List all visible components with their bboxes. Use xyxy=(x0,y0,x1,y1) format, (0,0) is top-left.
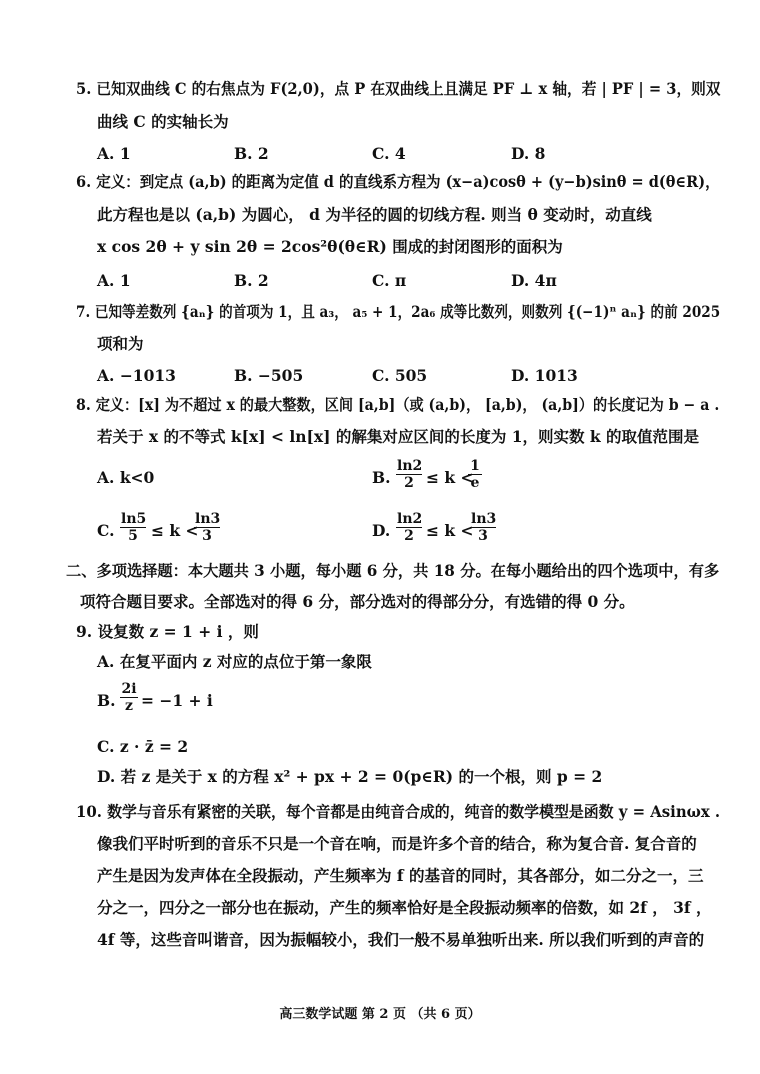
q9-option-b-rest: = −1 + i xyxy=(141,691,213,710)
q8-line1: 8. 定义：[x] 为不超过 x 的最大整数，区间 [a,b]（或 (a,b)， [a,b)， (a,b]）的长度记为 b − a . xyxy=(76,395,720,414)
fraction-numerator: 1 xyxy=(468,458,482,475)
fraction-denominator: z xyxy=(125,698,133,714)
q10-line4: 分之一，四分之一部分也在振动，产生的频率恰好是全段振动频率的倍数，如 2f ， 3f ， xyxy=(97,898,712,917)
fraction-denominator: 3 xyxy=(202,528,212,544)
fraction-numerator: ln2 xyxy=(397,458,423,474)
section2-instruction-line2: 项符合题目要求。全部选对的得 6 分，部分选对的得部分分，有选错的得 0 分。 xyxy=(80,592,635,611)
page-footer: 高三数学试题 第 2 页 （共 6 页） xyxy=(279,1007,481,1022)
q5-line1: 5. 已知双曲线 C 的右焦点为 F(2,0)，点 P 在双曲线上且满足 PF ⊥ x 轴，若 | PF | = 3，则双 xyxy=(76,79,721,98)
q10-line3: 产生是因为发声体在全段振动，产生频率为 f 的基音的同时，其各部分，如二分之一，三 xyxy=(97,866,704,885)
fraction-denominator: 3 xyxy=(478,528,488,544)
fraction-denominator: 2 xyxy=(404,528,414,544)
q6-line2: 此方程也是以 (a,b) 为圆心， d 为半径的圆的切线方程. 则当 θ 变动时，动直线 xyxy=(97,205,652,224)
q7-option-b: B. −505 xyxy=(234,366,304,385)
q9-option-c: C. z · z̄ = 2 xyxy=(97,737,189,756)
q5-option-a: A. 1 xyxy=(97,144,131,163)
fraction-numerator: ln3 xyxy=(471,511,497,527)
q10-line2: 像我们平时听到的音乐不只是一个音在响，而是许多个音的结合，称为复合音. 复合音的 xyxy=(97,834,697,853)
fraction-numerator: ln3 xyxy=(195,511,221,527)
q7-option-a: A. −1013 xyxy=(97,366,176,385)
q9-line1: 9. 设复数 z = 1 + i ，则 xyxy=(76,622,259,641)
q8-option-b-inequality: ≤ k < xyxy=(426,468,474,487)
q8-option-d-inequality: ≤ k < xyxy=(426,521,474,540)
q8-option-b-fraction1 xyxy=(396,458,422,491)
q5-option-c: C. 4 xyxy=(372,144,406,163)
q8-line2: 若关于 x 的不等式 k[x] < ln[x] 的解集对应区间的长度为 1，则实数 k 的取值范围是 xyxy=(97,427,700,446)
q8-option-d-fraction1 xyxy=(396,511,422,544)
q6-option-c: C. π xyxy=(372,271,407,290)
q5-line2: 曲线 C 的实轴长为 xyxy=(97,112,229,131)
q10-line1: 10. 数学与音乐有紧密的关联，每个音都是由纯音合成的，纯音的数学模型是函数 y = Asinωx . xyxy=(76,802,721,821)
q8-option-c-fraction1 xyxy=(120,511,146,544)
q6-option-b: B. 2 xyxy=(234,271,269,290)
q8-option-b-label: B. xyxy=(372,468,391,487)
q8-option-c-fraction2 xyxy=(194,511,220,544)
q7-line1: 7. 已知等差数列 {aₙ} 的首项为 1，且 a₃， a₅ + 1，2a₆ 成等比数列，则数列 {(−1)ⁿ aₙ} 的前 2025 xyxy=(76,302,721,321)
fraction-denominator: e xyxy=(470,475,480,491)
q8-option-a: A. k<0 xyxy=(97,468,155,487)
q10-line5: 4f 等，这些音叫谐音，因为振幅较小，我们一般不易单独听出来. 所以我们听到的声音的 xyxy=(97,930,705,949)
q8-option-d-label: D. xyxy=(372,521,391,540)
fraction-denominator: 5 xyxy=(128,528,138,544)
q5-option-d: D. 8 xyxy=(511,144,546,163)
q9-option-a: A. 在复平面内 z 对应的点位于第一象限 xyxy=(97,652,372,671)
q6-line3: x cos 2θ + y sin 2θ = 2cos²θ(θ∈R) 围成的封闭图形的面积为 xyxy=(97,237,563,256)
q8-option-b-fraction2 xyxy=(468,458,482,491)
q6-option-d: D. 4π xyxy=(511,271,557,290)
fraction-numerator: 2i xyxy=(121,681,137,697)
q9-option-d: D. 若 z 是关于 x 的方程 x² + px + 2 = 0(p∈R) 的一个根，则 p = 2 xyxy=(97,767,603,786)
fraction-numerator: ln2 xyxy=(397,511,423,527)
q6-option-a: A. 1 xyxy=(97,271,131,290)
q8-option-c-label: C. xyxy=(97,521,115,540)
q9-option-b-fraction xyxy=(120,681,138,714)
section2-instruction-line1: 二、多项选择题：本大题共 3 小题，每小题 6 分，共 18 分。在每小题给出的四个选项中，有多 xyxy=(66,561,720,580)
q8-option-c-inequality: ≤ k < xyxy=(151,521,199,540)
q7-option-c: C. 505 xyxy=(372,366,428,385)
fraction-denominator: 2 xyxy=(404,475,414,491)
q7-line2: 项和为 xyxy=(97,334,144,353)
fraction-numerator: ln5 xyxy=(121,511,147,527)
q9-option-b-label: B. xyxy=(97,691,116,710)
q8-option-d-fraction2 xyxy=(470,511,496,544)
q7-option-d: D. 1013 xyxy=(511,366,578,385)
q5-option-b: B. 2 xyxy=(234,144,269,163)
q6-line1: 6. 定义：到定点 (a,b) 的距离为定值 d 的直线系方程为 (x−a)cosθ + (y−b)sinθ = d(θ∈R)， xyxy=(76,172,720,191)
